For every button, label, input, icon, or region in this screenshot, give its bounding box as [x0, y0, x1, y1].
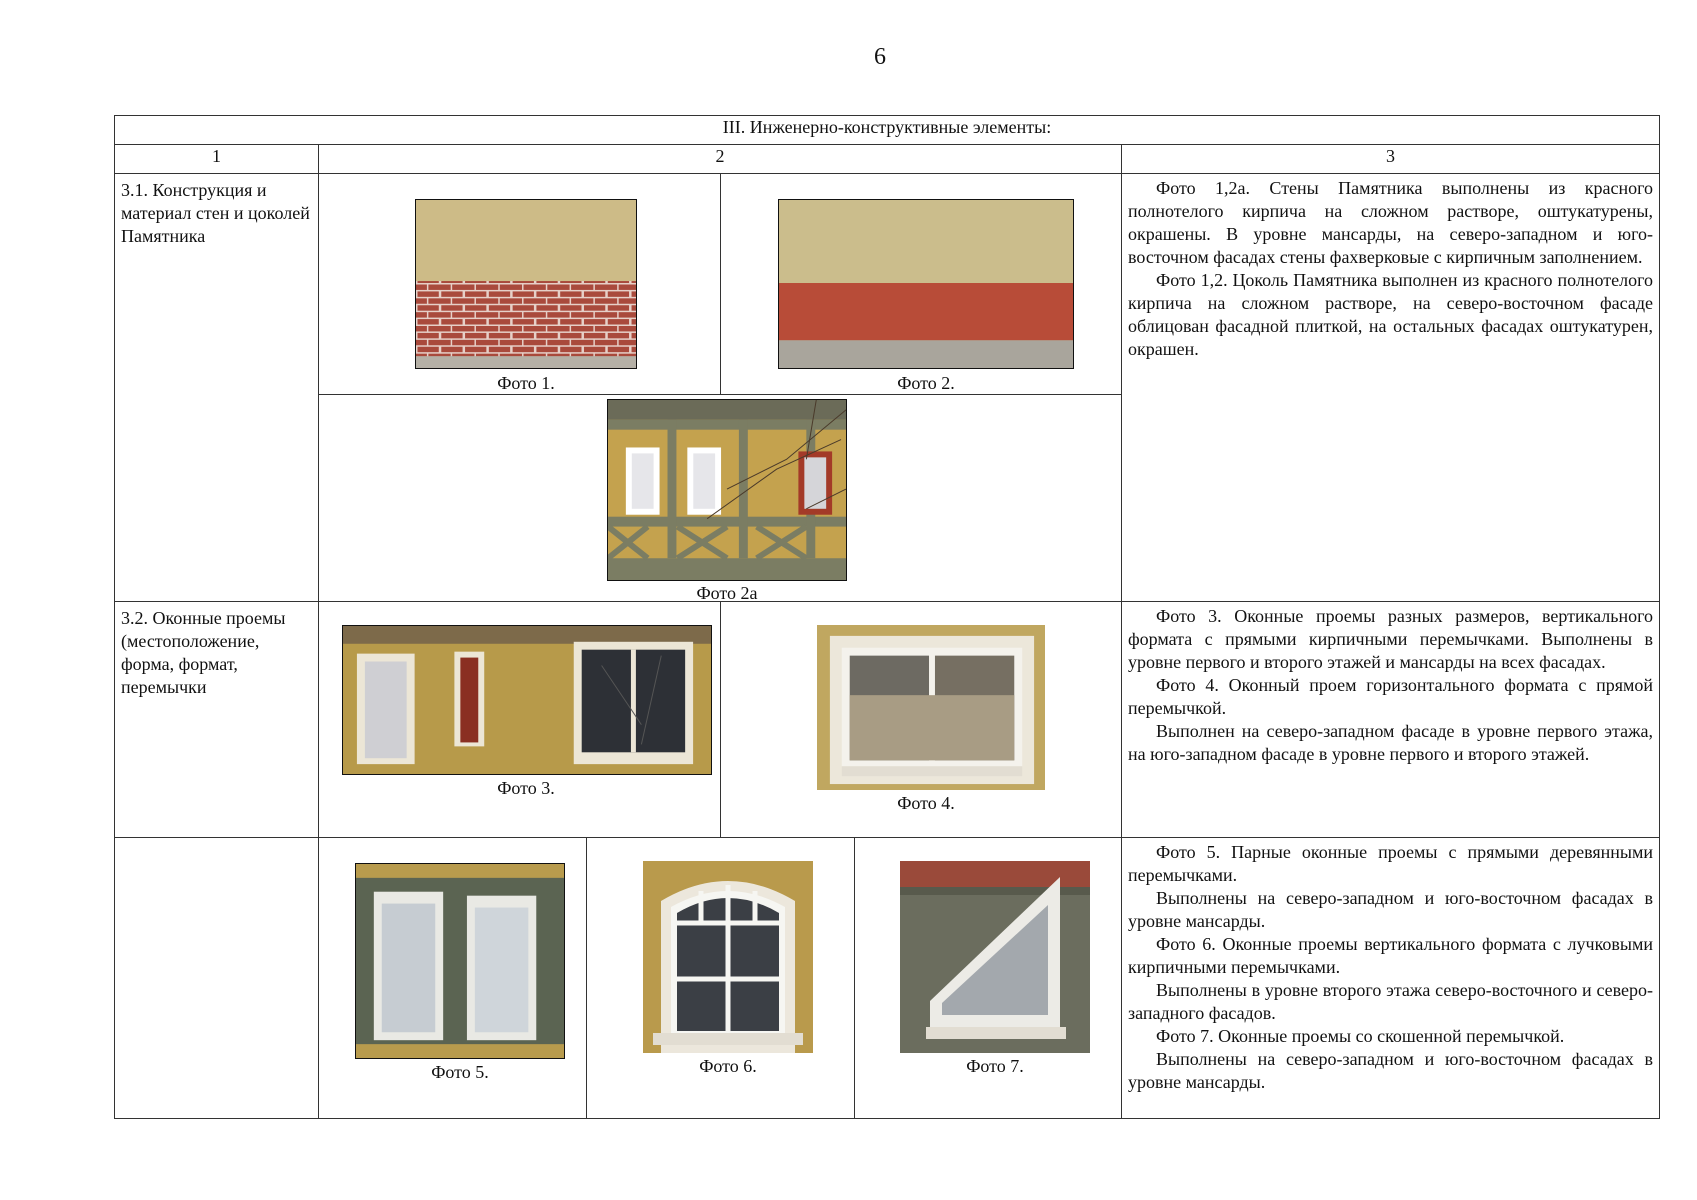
paragraph: Выполнены на северо-западном и юго-восточном фасадах в уровне мансарды. — [1128, 888, 1654, 931]
caption-photo-4: Фото 4. — [897, 793, 955, 813]
caption-photo-1: Фото 1. — [497, 373, 555, 393]
photos-walls — [319, 174, 1122, 602]
photo-6 — [643, 861, 813, 1053]
description-windows-2 — [1122, 838, 1660, 1119]
page-number: 6 — [874, 44, 886, 70]
caption-photo-2: Фото 2. — [897, 373, 955, 393]
paragraph: Выполнены на северо-западном и юго-восточном фасадах в уровне мансарды. — [1128, 1049, 1654, 1092]
paragraph: Выполнен на северо-западном фасаде в уровне первого этажа, на юго-западном фасаде в уровне первого и второго этажей. — [1128, 721, 1654, 764]
paragraph: Фото 6. Оконные проемы вертикального формата с лучковыми кирпичными перемычками. — [1128, 934, 1654, 977]
photo-2a — [607, 399, 847, 581]
paragraph: Фото 3. Оконные проемы разных размеров, вертикального формата с прямыми кирпичными перемычками. Выполнены в уровне первого и второго этажей и мансарды на всех фасадах. — [1128, 606, 1654, 672]
photos-windows — [319, 602, 1122, 838]
caption-photo-7: Фото 7. — [966, 1056, 1024, 1076]
engineering-elements-table — [114, 115, 1660, 1119]
paragraph: Фото 7. Оконные проемы со скошенной перемычкой. — [1156, 1026, 1565, 1046]
column-header-2: 2 — [319, 145, 1122, 174]
caption-photo-5: Фото 5. — [431, 1062, 489, 1082]
row-label-walls: 3.1. Конструкция и материал стен и цоколей Памятника — [115, 174, 319, 602]
row-label-empty — [115, 838, 319, 1119]
photo-5 — [355, 863, 565, 1059]
column-header-3: 3 — [1122, 145, 1660, 174]
photo-3 — [342, 625, 712, 775]
caption-photo-6: Фото 6. — [699, 1056, 757, 1076]
section-title: III. Инженерно-конструктивные элементы: — [115, 116, 1660, 145]
photo-7 — [900, 861, 1090, 1053]
row-label-windows: 3.2. Оконные проемы (местоположение, форма, формат, перемычки — [115, 602, 319, 838]
photo-4 — [817, 625, 1045, 790]
description-walls — [1122, 174, 1660, 602]
photo-2 — [778, 199, 1074, 369]
description-windows — [1122, 602, 1660, 838]
paragraph: Фото 1,2. Цоколь Памятника выполнен из красного полнотелого кирпича на сложном растворе, на северо-восточном фасаде облицован фасадной плиткой, на остальных фасадах оштукатурен, окрашен. — [1128, 270, 1654, 359]
paragraph: Выполнены в уровне второго этажа северо-восточного и северо-западного фасадов. — [1128, 980, 1654, 1023]
caption-photo-2a: Фото 2а — [696, 583, 758, 603]
column-header-1: 1 — [115, 145, 319, 174]
caption-photo-3: Фото 3. — [497, 778, 555, 798]
paragraph: Фото 1,2а. Стены Памятника выполнены из красного полнотелого кирпича на сложном растворе, оштукатурены, окрашены. В уровне мансарды, на северо-западном и юго-восточном фасадах стены фахверковые с кирпичным заполнением. — [1128, 178, 1654, 267]
photo-1 — [415, 199, 637, 369]
photos-windows-2 — [319, 838, 1122, 1119]
paragraph: Фото 5. Парные оконные проемы с прямыми деревянными перемычками. — [1128, 842, 1654, 885]
paragraph: Фото 4. Оконный проем горизонтального формата с прямой перемычкой. — [1128, 675, 1654, 718]
